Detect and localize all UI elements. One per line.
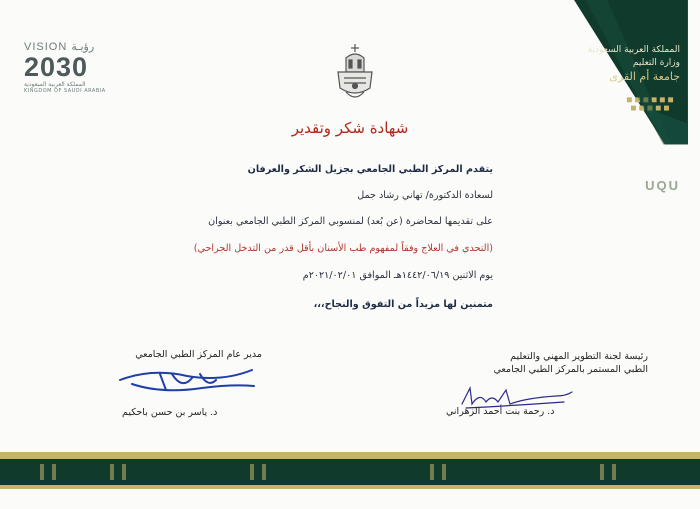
ministry-line1: المملكة العربية السعودية <box>587 45 680 55</box>
left-signature-icon <box>112 360 262 400</box>
right-signature-title-1: رئيسة لجنة التطوير المهني والتعليم <box>510 351 648 362</box>
right-signature-title-2: الطبي المستمر بالمركز الطبي الجامعي <box>493 364 648 375</box>
body-line-3: على تقديمها لمحاضرة (عن بُعد) لمنسوبي المركز الطبي الجامعي بعنوان <box>208 216 493 227</box>
university-name: جامعة أم القرى <box>609 70 680 83</box>
ministry-line2: وزارة التعليم <box>632 58 680 68</box>
left-signatory-name: د. ياسر بن حسن باحكيم <box>122 407 218 418</box>
right-signature-title <box>458 350 648 376</box>
vision-top-label: VISION رؤيـة <box>24 41 95 53</box>
body-line-2: لسعادة الدكتورة/ تهاني رشاد جمل <box>357 190 493 201</box>
university-emblem-icon <box>334 42 376 104</box>
body-line-1: يتقدم المركز الطبي الجامعي بجزيل الشكر والعرفان <box>247 164 493 175</box>
vision-subtitle-en: KINGDOM OF SAUDI ARABIA <box>24 88 106 94</box>
ministry-text <box>560 44 680 83</box>
right-signatory-name: د. رحمة بنت أحمد الزهراني <box>446 406 555 417</box>
vision-number: 2030 <box>24 52 89 82</box>
vision-2030-logo <box>24 40 124 96</box>
date-line: يوم الاثنين ١٤٤٢/٠٦/١٩هـ الموافق ٢٠٢١/٠٢/٠١م <box>302 270 493 281</box>
certificate-title: شهادة شكر وتقدير <box>291 119 409 137</box>
closing-line: متمنين لها مزيداً من التفوق والنجاح،،، <box>313 299 493 310</box>
uqu-mark: UQU <box>645 178 680 193</box>
bottom-decorative-band <box>0 452 700 492</box>
left-signature-title: مدير عام المركز الطبي الجامعي <box>135 349 262 360</box>
vision-subtitle-ar: المملكة العربية السعودية <box>24 81 86 88</box>
lecture-title: (التحدي في العلاج وفقاً لمفهوم طب الأسنان بأقل قدر من التدخل الجراحي) <box>193 243 493 254</box>
